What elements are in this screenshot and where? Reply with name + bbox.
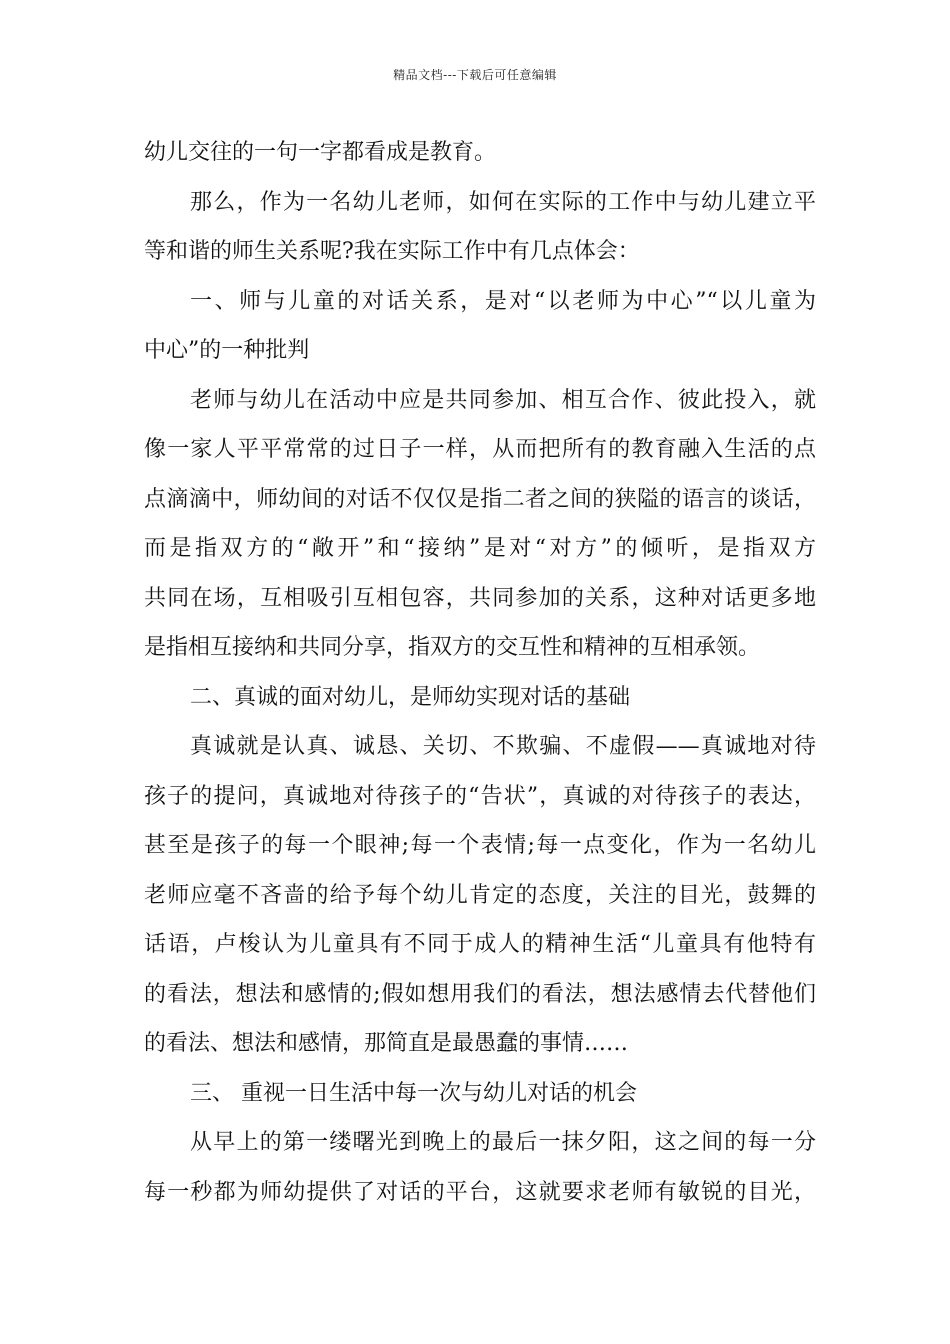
paragraph-line: 从早上的第一缕曙光到晚上的最后一抹夕阳，这之间的每一分 (190, 1130, 816, 1155)
page-header: 精品文档---下载后可任意编辑 (393, 68, 557, 82)
paragraph-line: 老师与幼儿在活动中应是共同参加、相互合作、彼此投入，就 (190, 387, 816, 413)
body-line: 的看法，想法和感情的;假如想用我们的看法，想法感情去代替他们 (144, 981, 816, 1007)
body-line: 幼儿交往的一句一字都看成是教育。 (144, 140, 497, 165)
paragraph-line: 那么，作为一名幼儿老师，如何在实际的工作中与幼儿建立平 (190, 189, 816, 215)
body-line: 点滴滴中，师幼间的对话不仅仅是指二者之间的狭隘的语言的谈话， (144, 486, 816, 512)
section-heading-line: 三、 重视一日生活中每一次与幼儿对话的机会 (190, 1080, 637, 1106)
body-line: 甚至是孩子的每一个眼神;每一个表情;每一点变化，作为一名幼儿 (144, 833, 816, 858)
section-heading-line: 中心”的一种批判 (144, 338, 310, 363)
body-line: 话语，卢梭认为儿童具有不同于成人的精神生活“儿童具有他特有 (144, 932, 816, 957)
body-line: 是指相互接纳和共同分享，指双方的交互性和精神的互相承领。 (144, 635, 761, 660)
body-line: 等和谐的师生关系呢?我在实际工作中有几点体会： (144, 239, 640, 264)
body-line: 孩子的提问，真诚地对待孩子的“告状”，真诚的对待孩子的表达， (144, 783, 816, 809)
body-line: 共同在场，互相吸引互相包容，共同参加的关系，这种对话更多地 (144, 585, 816, 611)
paragraph-line: 真诚就是认真、诚恳、关切、不欺骗、不虚假——真诚地对待 (190, 734, 816, 759)
section-heading-line: 二、真诚的面对幼儿，是师幼实现对话的基础 (190, 684, 631, 710)
body-line: 而是指双方的“敞开”和“接纳”是对“对方”的倾听，是指双方 (144, 536, 816, 561)
body-line: 老师应毫不吝啬的给予每个幼儿肯定的态度，关注的目光，鼓舞的 (144, 882, 816, 908)
body-line: 每一秒都为师幼提供了对话的平台，这就要求老师有敏锐的目光， (144, 1179, 816, 1205)
body-line: 的看法、想法和感情，那简直是最愚蠢的事情…… (144, 1031, 629, 1056)
body-line: 像一家人平平常常的过日子一样，从而把所有的教育融入生活的点 (144, 437, 816, 462)
section-heading-line: 一、师与儿童的对话关系，是对“以老师为中心”“以儿童为 (190, 288, 816, 314)
document-body (144, 128, 816, 1217)
